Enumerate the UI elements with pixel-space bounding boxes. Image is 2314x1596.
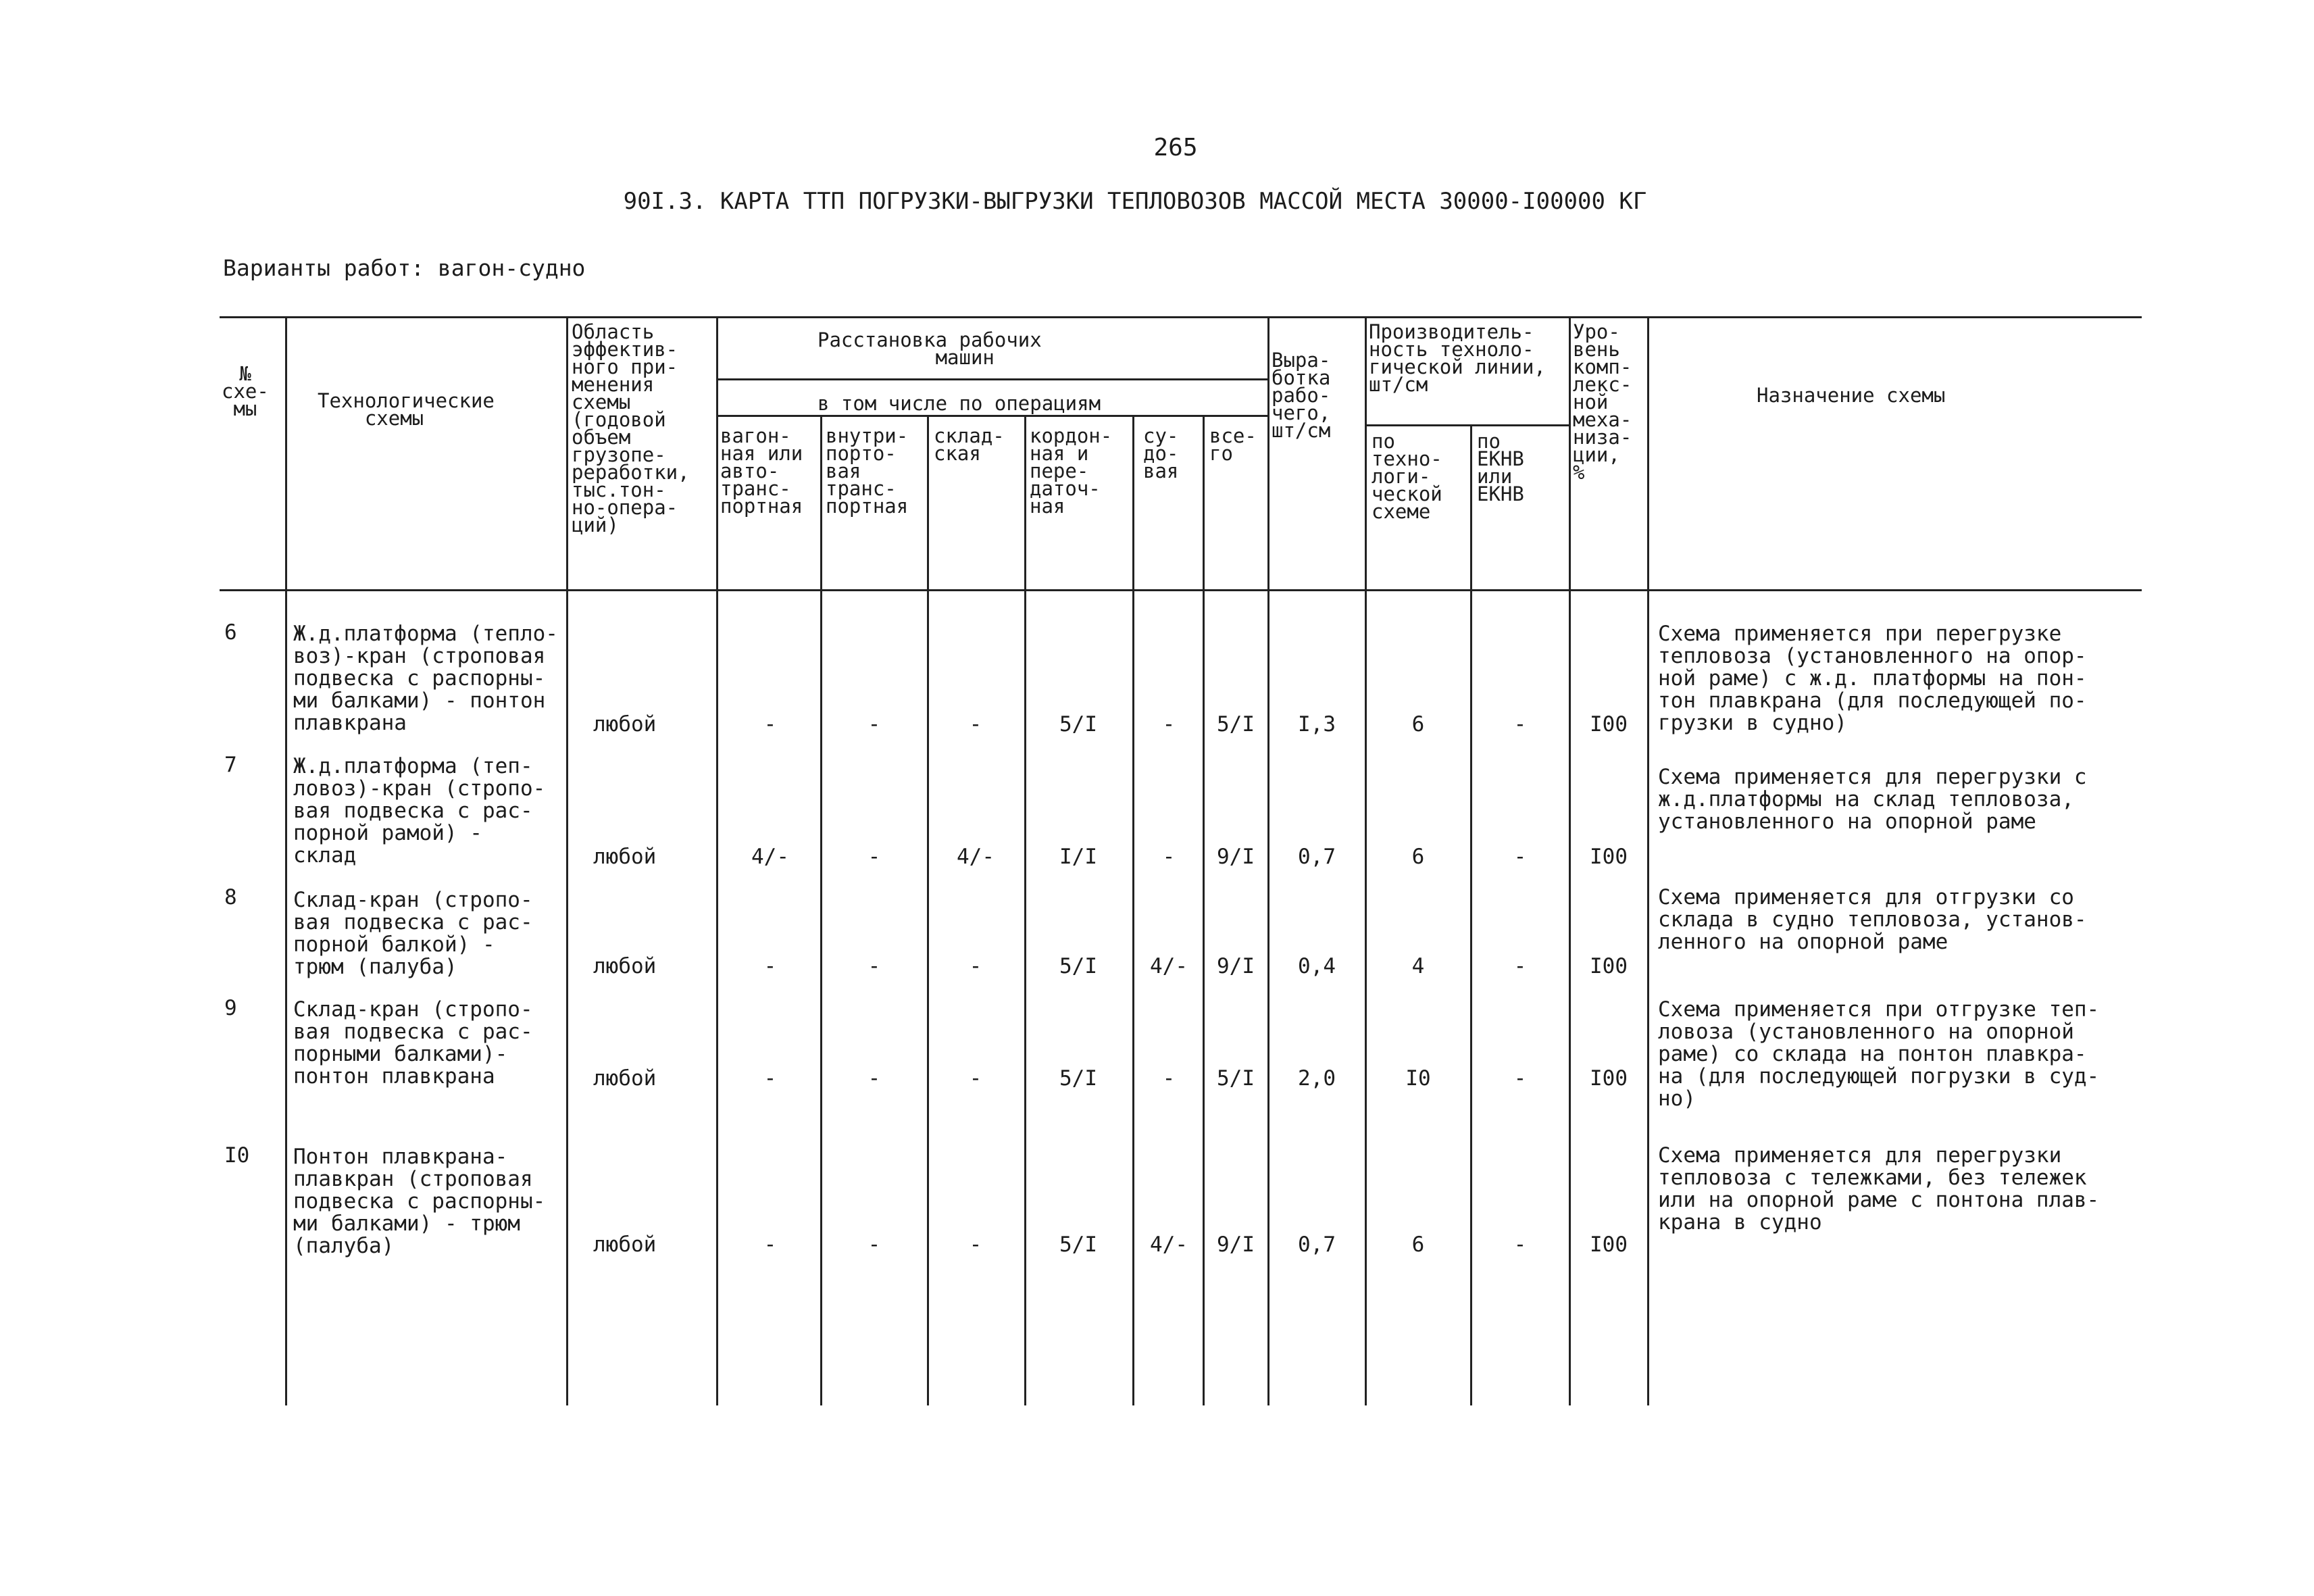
header-op-total: все- го xyxy=(1209,424,1257,465)
row-op-intraport: - xyxy=(867,1232,881,1257)
row-op-intraport: - xyxy=(867,712,881,737)
row-op-ship: - xyxy=(1162,1066,1176,1091)
row-op-total: 9/I xyxy=(1217,954,1255,978)
header-by-operations: в том числе по операциям xyxy=(818,392,1101,415)
col-divider xyxy=(1569,316,1571,1405)
row-prod-by-scheme: 6 xyxy=(1411,845,1425,869)
document-title: 90I.3. КАРТА ТТП ПОГРУЗКИ-ВЫГРУЗКИ ТЕПЛОВОЗОВ МАССОЙ МЕСТА 30000-I00000 КГ xyxy=(623,188,1647,215)
header-scheme-number: № схе- мы xyxy=(222,362,269,420)
col-divider xyxy=(1132,415,1134,1405)
row-scheme-number: 6 xyxy=(224,620,237,645)
work-variants: Варианты работ: вагон-судно xyxy=(223,255,586,281)
header-op-wagon: вагон- ная или авто- транс- портная xyxy=(720,424,803,518)
row-scheme-description: Склад-кран (стропо- вая подвеска с рас- порной балкой) - трюм (палуба) xyxy=(293,888,533,979)
header-op-warehouse: склад- ская xyxy=(934,424,1005,465)
row-op-total: 5/I xyxy=(1217,1066,1255,1091)
row-prod-by-ekhv: - xyxy=(1513,1232,1527,1257)
row-op-total: 9/I xyxy=(1217,845,1255,869)
col-divider xyxy=(1470,426,1472,1405)
row-worker-output: 0,4 xyxy=(1298,954,1336,978)
row-op-warehouse: - xyxy=(969,954,982,978)
operations-subrule xyxy=(716,415,1267,417)
row-scheme-purpose: Схема применяется при отгрузке теп- ловоза (установленного на опорной раме) со склада на понтон плавкра- на (для последующей погрузки в суд- но) xyxy=(1658,997,2100,1111)
row-op-wagon: 4/- xyxy=(751,845,789,869)
row-op-quay: 5/I xyxy=(1059,712,1097,737)
row-scheme-number: I0 xyxy=(224,1143,250,1168)
col-divider xyxy=(1365,316,1367,1405)
row-prod-by-ekhv: - xyxy=(1513,1066,1527,1091)
col-divider xyxy=(1203,415,1205,1405)
row-scheme-purpose: Схема применяется для перегрузки тепловоза с тележками, без тележек или на опорной раме с понтона плав- крана в судно xyxy=(1658,1143,2100,1235)
row-scheme-purpose: Схема применяется для перегрузки с ж.д.платформы на склад тепловоза, установленного на опорной раме xyxy=(1658,765,2087,834)
row-application-area: любой xyxy=(593,1232,657,1257)
row-scheme-number: 7 xyxy=(224,753,237,777)
row-op-total: 9/I xyxy=(1217,1232,1255,1257)
row-scheme-purpose: Схема применяется при перегрузке тепловоза (установленного на опор- ной раме) с ж.д. платформы на пон- тон плавкрана (для последующей по- грузки в судно) xyxy=(1658,622,2087,735)
row-op-intraport: - xyxy=(867,845,881,869)
row-application-area: любой xyxy=(593,845,657,869)
row-op-warehouse: - xyxy=(969,1066,982,1091)
row-op-warehouse: 4/- xyxy=(957,845,995,869)
row-op-ship: 4/- xyxy=(1150,954,1188,978)
row-mechanization-level: I00 xyxy=(1590,845,1628,869)
row-op-ship: - xyxy=(1162,845,1176,869)
col-divider xyxy=(1647,316,1649,1405)
row-op-quay: 5/I xyxy=(1059,1232,1097,1257)
row-scheme-description: Ж.д.платформа (тепло- воз)-кран (строповая подвеска с распорны- ми балками) - понтон плавкрана xyxy=(293,622,558,735)
row-worker-output: 0,7 xyxy=(1298,1232,1336,1257)
table-header-rule xyxy=(220,589,2142,591)
header-op-quay: кордон- ная и пере- даточ- ная xyxy=(1030,424,1113,518)
row-op-warehouse: - xyxy=(969,712,982,737)
row-scheme-number: 8 xyxy=(224,885,237,909)
row-application-area: любой xyxy=(593,954,657,978)
row-scheme-purpose: Схема применяется для отгрузки со склада в судно тепловоза, установ- ленного на опорной раме xyxy=(1658,885,2087,954)
row-op-ship: - xyxy=(1162,712,1176,737)
header-application-area: Область эффектив- ного при- менения схемы (годовой объем грузопе- реработки, тыс.тон- но-опера- ций) xyxy=(572,320,690,537)
row-op-wagon: - xyxy=(763,1232,777,1257)
row-mechanization-level: I00 xyxy=(1590,712,1628,737)
row-application-area: любой xyxy=(593,712,657,737)
col-divider xyxy=(285,316,287,1405)
header-line-productivity: Производитель- ность техноло- гической линии, шт/см xyxy=(1369,320,1546,396)
row-worker-output: 2,0 xyxy=(1298,1066,1336,1091)
row-op-wagon: - xyxy=(763,712,777,737)
row-prod-by-scheme: 6 xyxy=(1411,1232,1425,1257)
header-worker-output: Выра- ботка рабо- чего, шт/см xyxy=(1272,349,1331,442)
row-prod-by-scheme: 4 xyxy=(1411,954,1425,978)
row-op-wagon: - xyxy=(763,954,777,978)
row-mechanization-level: I00 xyxy=(1590,1066,1628,1091)
col-divider xyxy=(927,415,929,1405)
header-scheme-purpose: Назначение схемы xyxy=(1757,384,1946,407)
row-worker-output: 0,7 xyxy=(1298,845,1336,869)
header-op-intraport: внутри- порто- вая транс- портная xyxy=(826,424,909,518)
header-machine-placement: Расстановка рабочих машин xyxy=(818,328,1042,369)
row-prod-by-ekhv: - xyxy=(1513,712,1527,737)
placement-subrule xyxy=(716,378,1267,380)
row-prod-by-scheme: I0 xyxy=(1405,1066,1431,1091)
row-op-quay: I/I xyxy=(1059,845,1097,869)
row-scheme-description: Понтон плавкрана- плавкран (строповая подвеска с распорны- ми балками) - трюм (палуба) xyxy=(293,1145,546,1258)
col-divider xyxy=(566,316,568,1405)
row-prod-by-scheme: 6 xyxy=(1411,712,1425,737)
page-number: 265 xyxy=(1153,134,1198,161)
row-scheme-number: 9 xyxy=(224,996,237,1020)
row-scheme-description: Склад-кран (стропо- вая подвеска с рас- порными балками)- понтон плавкрана xyxy=(293,997,533,1089)
header-mechanization-level: Уро- вень комп- лекс- ной меха- низа- ции, % xyxy=(1573,320,1632,484)
row-prod-by-ekhv: - xyxy=(1513,954,1527,978)
row-op-intraport: - xyxy=(867,954,881,978)
col-divider xyxy=(1024,415,1026,1405)
row-scheme-description: Ж.д.платформа (теп- ловоз)-кран (стропо- вая подвеска с рас- порной рамой) - склад xyxy=(293,754,546,868)
header-prod-by-scheme: по техно- логи- ческой схеме xyxy=(1372,430,1442,523)
row-op-ship: 4/- xyxy=(1150,1232,1188,1257)
header-op-ship: су- до- вая xyxy=(1143,424,1179,482)
row-mechanization-level: I00 xyxy=(1590,1232,1628,1257)
row-op-total: 5/I xyxy=(1217,712,1255,737)
row-op-quay: 5/I xyxy=(1059,954,1097,978)
row-worker-output: I,3 xyxy=(1298,712,1336,737)
row-mechanization-level: I00 xyxy=(1590,954,1628,978)
col-divider xyxy=(1267,316,1269,1405)
header-technological-schemes: Технологические схемы xyxy=(318,389,495,430)
row-prod-by-ekhv: - xyxy=(1513,845,1527,869)
row-application-area: любой xyxy=(593,1066,657,1091)
row-op-warehouse: - xyxy=(969,1232,982,1257)
row-op-quay: 5/I xyxy=(1059,1066,1097,1091)
col-divider xyxy=(716,316,718,1405)
col-divider xyxy=(820,415,822,1405)
row-op-wagon: - xyxy=(763,1066,777,1091)
table-top-rule xyxy=(220,316,2142,318)
row-op-intraport: - xyxy=(867,1066,881,1091)
header-prod-by-ekhv: по ЕКНВ или ЕКНВ xyxy=(1477,430,1524,505)
productivity-subrule xyxy=(1365,424,1569,426)
